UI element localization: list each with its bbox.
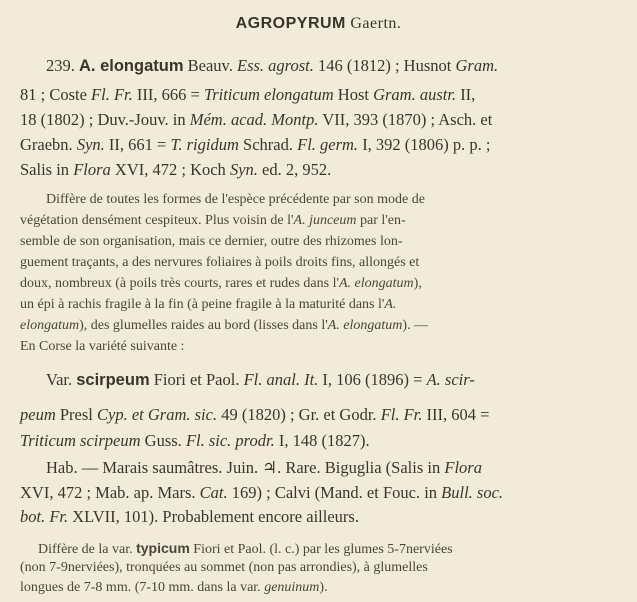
text: Host xyxy=(333,85,374,104)
text: Diffère de toutes les formes de l'espèce précédente par son mode de xyxy=(46,192,425,207)
text: ed. 2, 952. xyxy=(257,160,332,179)
variety-line-2 xyxy=(20,405,489,425)
text: 169) ; Calvi (Mand. et Fouc. in xyxy=(227,483,442,502)
variety-name: scirpeum xyxy=(76,371,150,389)
species-line-1 xyxy=(46,56,498,76)
italic-text: Cat. xyxy=(199,483,228,502)
text: ). — xyxy=(402,318,429,333)
variety-typicum: typicum xyxy=(136,540,190,556)
text: I, 106 (1896) = xyxy=(318,370,427,389)
text: Schrad. xyxy=(238,135,298,154)
italic-text: Cyp. et Gram. sic. xyxy=(97,405,218,424)
species-line-3 xyxy=(20,110,492,130)
italic-text: Flora xyxy=(73,160,111,179)
genus-author: Gaertn. xyxy=(350,15,402,32)
description-line-4 xyxy=(20,255,419,271)
text: semble de son organisation, mais ce dernier, outre des rhizomes lon- xyxy=(20,234,403,249)
text: Hab. — Marais saumâtres. Juin. ♃. Rare. Biguglia (Salis in xyxy=(46,458,445,477)
italic-text: Gram. xyxy=(455,56,499,75)
text: doux, nombreux (à poils très courts, rares et rudes dans l' xyxy=(20,276,339,291)
variety-line-1 xyxy=(46,370,475,390)
text: longues de 7-8 mm. (7-10 mm. dans la var. xyxy=(20,580,265,595)
italic-text: A. xyxy=(384,297,397,312)
italic-text: Triticum scirpeum xyxy=(20,431,141,450)
description-line-3 xyxy=(20,234,403,250)
italic-text: Fl. germ. xyxy=(297,135,359,154)
description-line-5 xyxy=(20,276,422,292)
text: Fiori et Paol. (l. c.) par les glumes 5-7nerviées xyxy=(189,542,453,557)
text: III, 666 = xyxy=(132,85,204,104)
italic-text: A. junceum xyxy=(293,213,357,228)
text: XVI, 472 ; Koch xyxy=(110,160,230,179)
italic-text: Fl. sic. prodr. xyxy=(185,431,275,450)
text: guement traçants, a des nervures foliaires à poils droits fins, allongés et xyxy=(20,255,420,270)
genus-header xyxy=(0,15,637,33)
genus-name: AGROPYRUM xyxy=(235,15,346,32)
italic-text: A. elongatum xyxy=(339,276,414,291)
description-line-6 xyxy=(20,297,396,313)
species-name: A. elongatum xyxy=(79,57,184,75)
text: Graebn. xyxy=(20,135,77,154)
species-line-4 xyxy=(20,135,491,155)
habitat-line-3 xyxy=(20,507,359,527)
text: VII, 393 (1870) ; Asch. et xyxy=(318,110,493,129)
text: I, 392 (1806) p. p. ; xyxy=(358,135,491,154)
text: En Corse la variété suivante : xyxy=(20,339,185,354)
description-line-7 xyxy=(20,318,428,334)
italic-text: Syn. xyxy=(76,135,105,154)
italic-text: Flora xyxy=(444,458,482,477)
species-line-2 xyxy=(20,85,475,105)
text: III, 604 = xyxy=(422,405,490,424)
italic-text: A. elongatum xyxy=(327,318,403,333)
italic-text: bot. Fr. xyxy=(20,507,69,526)
italic-text: Gram. austr. xyxy=(373,85,457,104)
italic-text: Triticum elongatum xyxy=(203,85,334,104)
text: II, xyxy=(456,85,476,104)
habitat-line-1 xyxy=(46,458,482,478)
text: végétation densément cespiteux. Plus voisin de l' xyxy=(20,213,294,228)
species-line-5 xyxy=(20,160,331,180)
text: Var. xyxy=(46,370,77,389)
text: ), des glumelles raides au bord (lisses dans l' xyxy=(79,318,328,333)
text: (non 7-9nerviées), tronquées au sommet (non pas arrondies), à glumelles xyxy=(20,560,428,575)
text: XVI, 472 ; Mab. ap. Mars. xyxy=(20,483,200,502)
text: Fiori et Paol. xyxy=(149,370,244,389)
variety-line-3 xyxy=(20,431,370,451)
text: 81 ; Coste xyxy=(20,85,92,104)
text: 18 (1802) ; Duv.-Jouv. in xyxy=(20,110,190,129)
text: Salis in xyxy=(20,160,74,179)
note-line-2 xyxy=(20,560,428,576)
italic-text: Mém. acad. Montp. xyxy=(189,110,319,129)
text: Beauv. xyxy=(183,56,237,75)
description-line-2 xyxy=(20,213,406,229)
italic-text: peum xyxy=(20,405,56,424)
italic-text: Syn. xyxy=(229,160,258,179)
text: Diffère de la var. xyxy=(38,542,137,557)
description-line-8 xyxy=(20,339,184,355)
italic-text: Fl. anal. It. xyxy=(243,370,319,389)
text: ), xyxy=(413,276,422,291)
note-line-3 xyxy=(20,580,328,596)
text: ). xyxy=(319,580,328,595)
text: II, 661 = xyxy=(104,135,171,154)
text: Presl xyxy=(55,405,97,424)
habitat-line-2 xyxy=(20,483,503,503)
note-line-1 xyxy=(38,540,453,558)
italic-text: Fl. Fr. xyxy=(380,405,423,424)
italic-text: Ess. agrost. xyxy=(236,56,314,75)
italic-text: Bull. soc. xyxy=(441,483,504,502)
italic-text: T. rigidum xyxy=(170,135,239,154)
text: 146 (1812) ; Husnot xyxy=(313,56,456,75)
text: par l'en- xyxy=(356,213,406,228)
description-line-1 xyxy=(46,192,425,208)
text: Guss. xyxy=(140,431,186,450)
italic-text: A. scir- xyxy=(426,370,475,389)
text: XLVII, 101). Probablement encore ailleurs. xyxy=(68,507,359,526)
italic-text: elongatum xyxy=(20,318,80,333)
italic-text: genuinum xyxy=(264,580,320,595)
text: 49 (1820) ; Gr. et Godr. xyxy=(217,405,381,424)
italic-text: Fl. Fr. xyxy=(91,85,133,104)
text: un épi à rachis fragile à la fin (à peine fragile à la maturité dans l' xyxy=(20,297,385,312)
species-number: 239. xyxy=(46,56,75,75)
text: I, 148 (1827). xyxy=(274,431,370,450)
